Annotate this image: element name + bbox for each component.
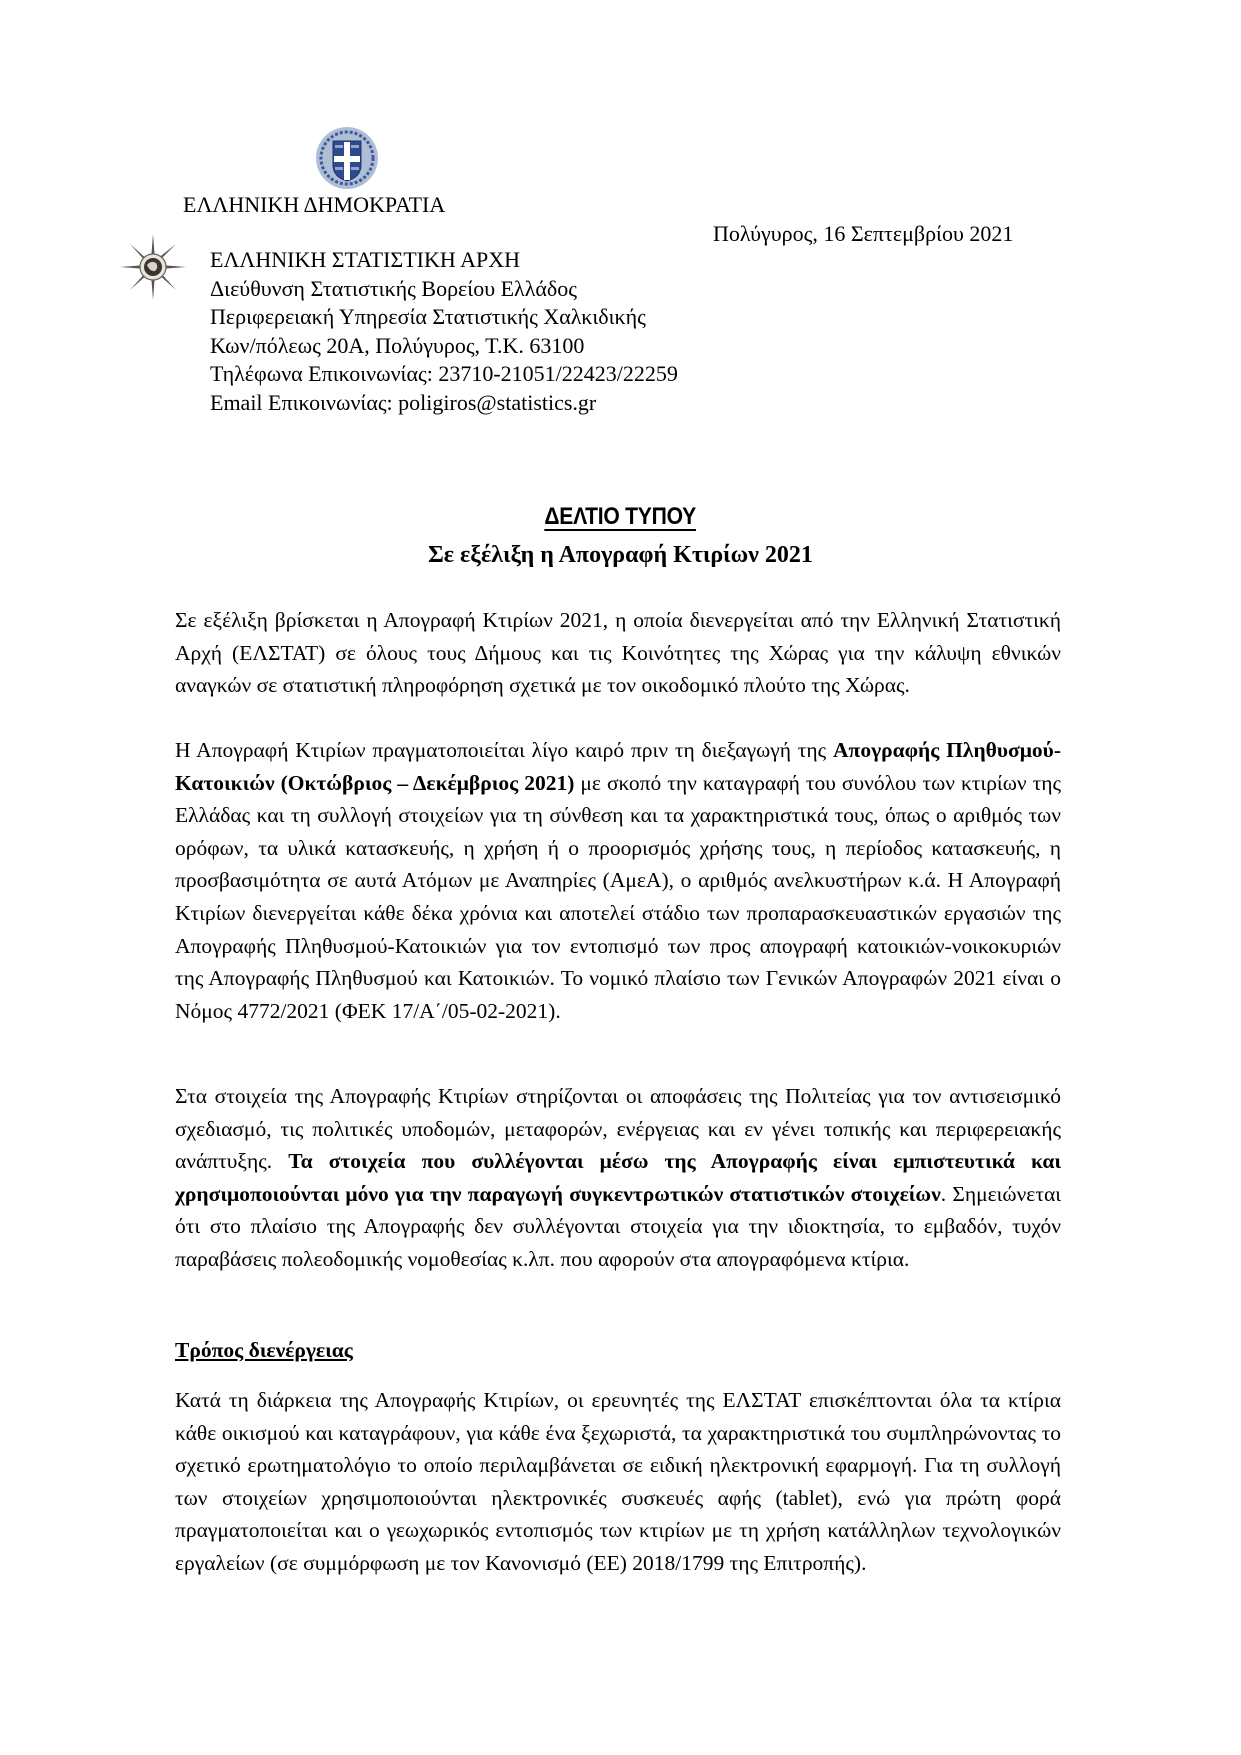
paragraph-method	[175, 1384, 1061, 1580]
sender-address-block	[210, 246, 678, 417]
press-release-subtitle: Σε εξέλιξη η Απογραφή Κτιρίων 2021	[428, 542, 813, 568]
paragraph-confidentiality	[175, 1080, 1061, 1276]
elstat-compass-logo-icon	[118, 232, 188, 302]
directorate-name: Διεύθυνση Στατιστικής Βορείου Ελλάδος	[210, 275, 577, 301]
bold-census-period: Απογραφής Πληθυσμού-Κατοικιών (Οκτώβριος – Δεκέμβριος 2021)	[175, 738, 1061, 795]
authority-name: ΕΛΛΗΝΙΚΗ ΣΤΑΤΙΣΤΙΚΗ ΑΡΧΗ	[210, 247, 520, 272]
paragraph-intro	[175, 604, 1061, 702]
paragraph-text: Κατά τη διάρκεια της Απογραφής Κτιρίων, οι ερευνητές της ΕΛΣΤΑΤ επισκέπτονται όλα τα κτίρια κάθε οικισμού και καταγράφουν, για κάθε ένα ξεχωριστά, τα χαρακτηριστικά του συμπληρώνοντας το σχετικό ερωτηματολόγιο το οποίο περιλαμβάνεται σε ειδική ηλεκτρονική εφαρμογή. Για τη συλλογή των στοιχείων χρησιμοποιούνται ηλεκτρονικές συσκευές αφής (tablet), ενώ για πρώτη φορά πραγματοποιείται και ο γεωχωρικός εντοπισμός των κτιρίων με τη χρήση κατάλληλων τεχνολογικών εργαλείων (σε συμμόρφωση με τον Κανονισμό (ΕΕ) 2018/1799 της Επιτροπής).	[175, 1388, 1061, 1575]
press-release-label: ΔΕΛΤΙΟ ΤΥΠΟΥ	[544, 503, 697, 530]
paragraph-text	[175, 1080, 1061, 1276]
regional-service-name: Περιφερειακή Υπηρεσία Στατιστικής Χαλκιδικής	[210, 304, 646, 329]
republic-name: ΕΛΛΗΝΙΚΗ ΔΗΜΟΚΡΑΤΙΑ	[183, 192, 446, 217]
press-release-title	[0, 503, 1241, 531]
section-heading-method: Τρόπος διενέργειας	[175, 1338, 353, 1362]
contact-email: Email Επικοινωνίας: poligiros@statistics.gr	[210, 389, 597, 415]
contact-phones: Τηλέφωνα Επικοινωνίας: 23710-21051/22423/22259	[210, 361, 678, 386]
paragraph-purpose	[175, 734, 1061, 1027]
postal-address: Κων/πόλεως 20Α, Πολύγυρος, Τ.Κ. 63100	[210, 332, 585, 358]
date-line: Πολύγυρος, 16 Σεπτεμβρίου 2021	[713, 221, 1014, 246]
paragraph-text	[175, 734, 1061, 1027]
text-run: Η Απογραφή Κτιρίων πραγματοποιείται λίγο καιρό πριν τη διεξαγωγή της	[175, 738, 834, 762]
paragraph-text: Σε εξέλιξη βρίσκεται η Απογραφή Κτιρίων 2021, η οποία διενεργείται από την Ελληνική Στατιστική Αρχή (ΕΛΣΤΑΤ) σε όλους τους Δήμους και τις Κοινότητες της Χώρας για την κάλυψη εθνικών αναγκών σε στατιστική πληροφόρηση σχετικά με τον οικοδομικό πλούτο της Χώρας.	[175, 608, 1061, 698]
bold-confidentiality-statement: Τα στοιχεία που συλλέγονται μέσω της Απογραφής είναι εμπιστευτικά και χρησιμοποιούνται μόνο για την παραγωγή συγκεντρωτικών στατιστικών στοιχείων	[175, 1149, 1062, 1206]
text-run: με σκοπό την καταγραφή του συνόλου των κτιρίων της Ελλάδας και τη συλλογή στοιχείων για τη σύνθεση και τα χαρακτηριστικά τους, όπως ο αριθμός των ορόφων, τα υλικά κατασκευής, η χρήση ή ο προορισμός χρήσης τους, η περίοδος κατασκευής, η προσβασιμότητα σε αυτά Ατόμων με Αναπηρίες (ΑμεΑ), ο αριθμός ανελκυστήρων κ.ά. Η Απογραφή Κτιρίων διενεργείται κάθε δέκα χρόνια και αποτελεί στάδιο των προπαρασκευαστικών εργασιών της Απογραφής Πληθυσμού-Κατοικιών για τον εντοπισμό των προς απογραφή κατοικιών-νοικοκυριών της Απογραφής Πληθυσμού και Κατοικιών. Το νομικό πλαίσιο των Γενικών Απογραφών 2021 είναι ο Νόμος 4772/2021 (ΦΕΚ 17/Α΄/05-02-2021).	[175, 770, 1061, 1023]
text-run: Στα στοιχεία της Απογραφής Κτιρίων στηρίζονται οι αποφάσεις της Πολιτείας για τον αντισεισμικό σχεδιασμό, τις πολιτικές υποδομών, μεταφορών, ενέργειας και εν γένει τοπικής και περιφερειακής ανάπτυξης.	[175, 1084, 1061, 1174]
greek-coat-of-arms-icon	[314, 125, 380, 191]
text-run: . Σημειώνεται ότι στο πλαίσιο της Απογραφής δεν συλλέγονται στοιχεία για την ιδιοκτησία, το εμβαδόν, τυχόν παραβάσεις πολεοδομικής νομοθεσίας κ.λπ. που αφορούν στα απογραφόμενα κτίρια.	[175, 1181, 1062, 1271]
